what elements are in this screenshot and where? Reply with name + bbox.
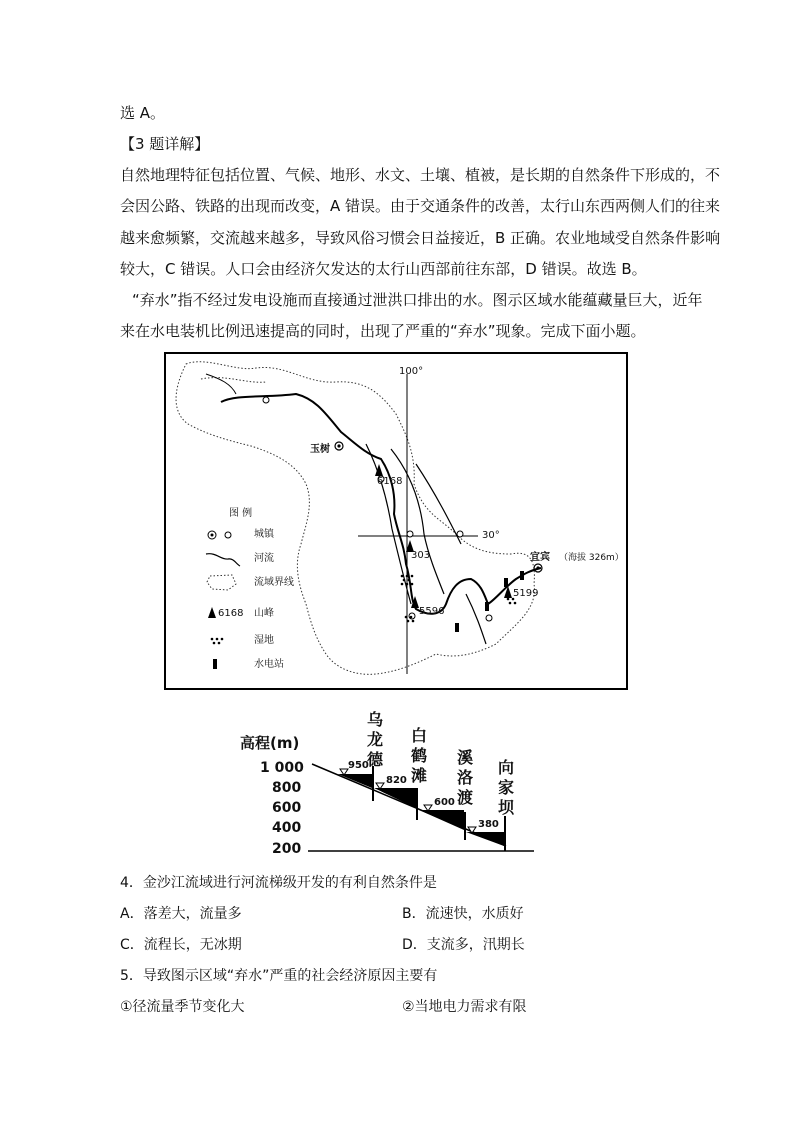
basin-map: [164, 352, 628, 690]
tributary: [416, 464, 461, 544]
city-yushu-label: 玉树: [310, 444, 330, 455]
legend-peak-label: 山峰: [254, 608, 274, 619]
legend-peak-sample: 6168: [218, 608, 244, 619]
text-line: 选 A。: [120, 104, 166, 122]
town-marker: [263, 397, 269, 403]
option-5-1: ①径流量季节变化大: [120, 999, 245, 1015]
y-tick: 400: [272, 820, 302, 836]
station-label-xiangjiaba: 向家坝: [497, 758, 514, 817]
peak-6168: [375, 464, 383, 476]
hydro-station: [504, 578, 508, 587]
legend-station-icon: [213, 659, 217, 669]
town-marker: [486, 615, 492, 621]
latitude-label: 30°: [482, 530, 500, 541]
town-marker: [407, 531, 413, 537]
legend-station-label: 水电站: [254, 659, 284, 670]
y-tick: 800: [272, 780, 302, 796]
reservoir-wudongde: [338, 774, 372, 788]
text-line: 会因公路、铁路的出现而改变，A 错误。由于交通条件的改善，太行山东西两侧人们的往来: [120, 197, 721, 215]
section-heading: 【3 题详解】: [120, 135, 210, 153]
town-marker: [409, 613, 415, 619]
legend-town-label: 城镇: [254, 529, 274, 540]
text-line: 较大，C 错误。人口会由经济欠发达的太行山西部前往东部，D 错误。故选 B。: [120, 260, 647, 278]
longitude-label: 100°: [399, 366, 424, 377]
option-4b: B．流速快，水质好: [402, 906, 524, 922]
legend-wetland-label: 湿地: [254, 635, 274, 646]
reservoir-baihetan: [374, 788, 416, 808]
option-4d: D．支流多，汛期长: [402, 937, 525, 953]
y-tick: 200: [272, 841, 302, 857]
tributary: [391, 449, 444, 594]
hydro-station: [520, 571, 524, 580]
reservoir-xiluodu: [419, 810, 464, 830]
legend-river-icon: [206, 554, 240, 566]
hydro-station: [485, 602, 489, 611]
reservoir-xiangjiaba: [466, 832, 504, 846]
peak-5596-label: 5596: [419, 606, 445, 617]
tributary: [466, 594, 486, 644]
y-axis-label: 高程(m): [240, 734, 300, 752]
level-600: 600: [434, 797, 455, 808]
city-yibin-label: 宜宾: [530, 552, 550, 563]
text-line: 自然地理特征包括位置、气候、地形、水文、土壤、植被，是长期的自然条件下形成的，不: [120, 166, 721, 184]
y-tick: 600: [272, 800, 302, 816]
option-4c: C．流程长，无冰期: [120, 937, 242, 953]
elevation-profile: [240, 706, 544, 857]
text-line: 越来愈频繁，交流越来越多，导致风俗习惯会日益接近，B 正确。农业地域受自然条件影响: [120, 229, 721, 247]
legend-wetland-icon: [211, 638, 224, 645]
legend-boundary-label: 流域界线: [254, 577, 294, 588]
legend-peak-icon: [208, 607, 216, 618]
legend-title: 图 例: [229, 508, 253, 519]
option-5-2: ②当地电力需求有限: [402, 999, 527, 1015]
level-820: 820: [386, 775, 407, 786]
question-4: 4．金沙江流域进行河流梯级开发的有利自然条件是: [120, 875, 437, 891]
station-label-wudongde: 乌龙德: [366, 710, 383, 769]
station-label-baihetan: 白鹤滩: [410, 726, 427, 785]
town-marker: [457, 531, 463, 537]
map-drawing: [166, 354, 626, 688]
option-4a: A．落差大，流量多: [120, 906, 242, 922]
hydro-station: [455, 623, 459, 632]
level-380: 380: [478, 819, 499, 830]
peak-6168-label: 6168: [377, 476, 403, 487]
level-950: 950: [348, 760, 369, 771]
yibin-altitude: （海拔 326m）: [559, 553, 624, 563]
station-label-xiluodu: 溪洛渡: [456, 748, 473, 807]
tributary: [206, 374, 236, 394]
y-tick: 1 000: [260, 760, 304, 776]
text-line: “弃水”指不经过发电设施而直接通过泄洪口排出的水。图示区域水能蕴藏量巨大，近年: [132, 291, 703, 309]
peak-5199-label: 5199: [513, 588, 539, 599]
question-5: 5．导致图示区域“弃水”严重的社会经济原因主要有: [120, 968, 438, 984]
legend-river-label: 河流: [254, 553, 274, 564]
text-line: 来在水电装机比例迅速提高的同时，出现了严重的“弃水”现象。完成下面小题。: [120, 322, 646, 340]
legend-boundary-icon: [207, 575, 236, 590]
peak-303-label: 303: [411, 550, 431, 561]
